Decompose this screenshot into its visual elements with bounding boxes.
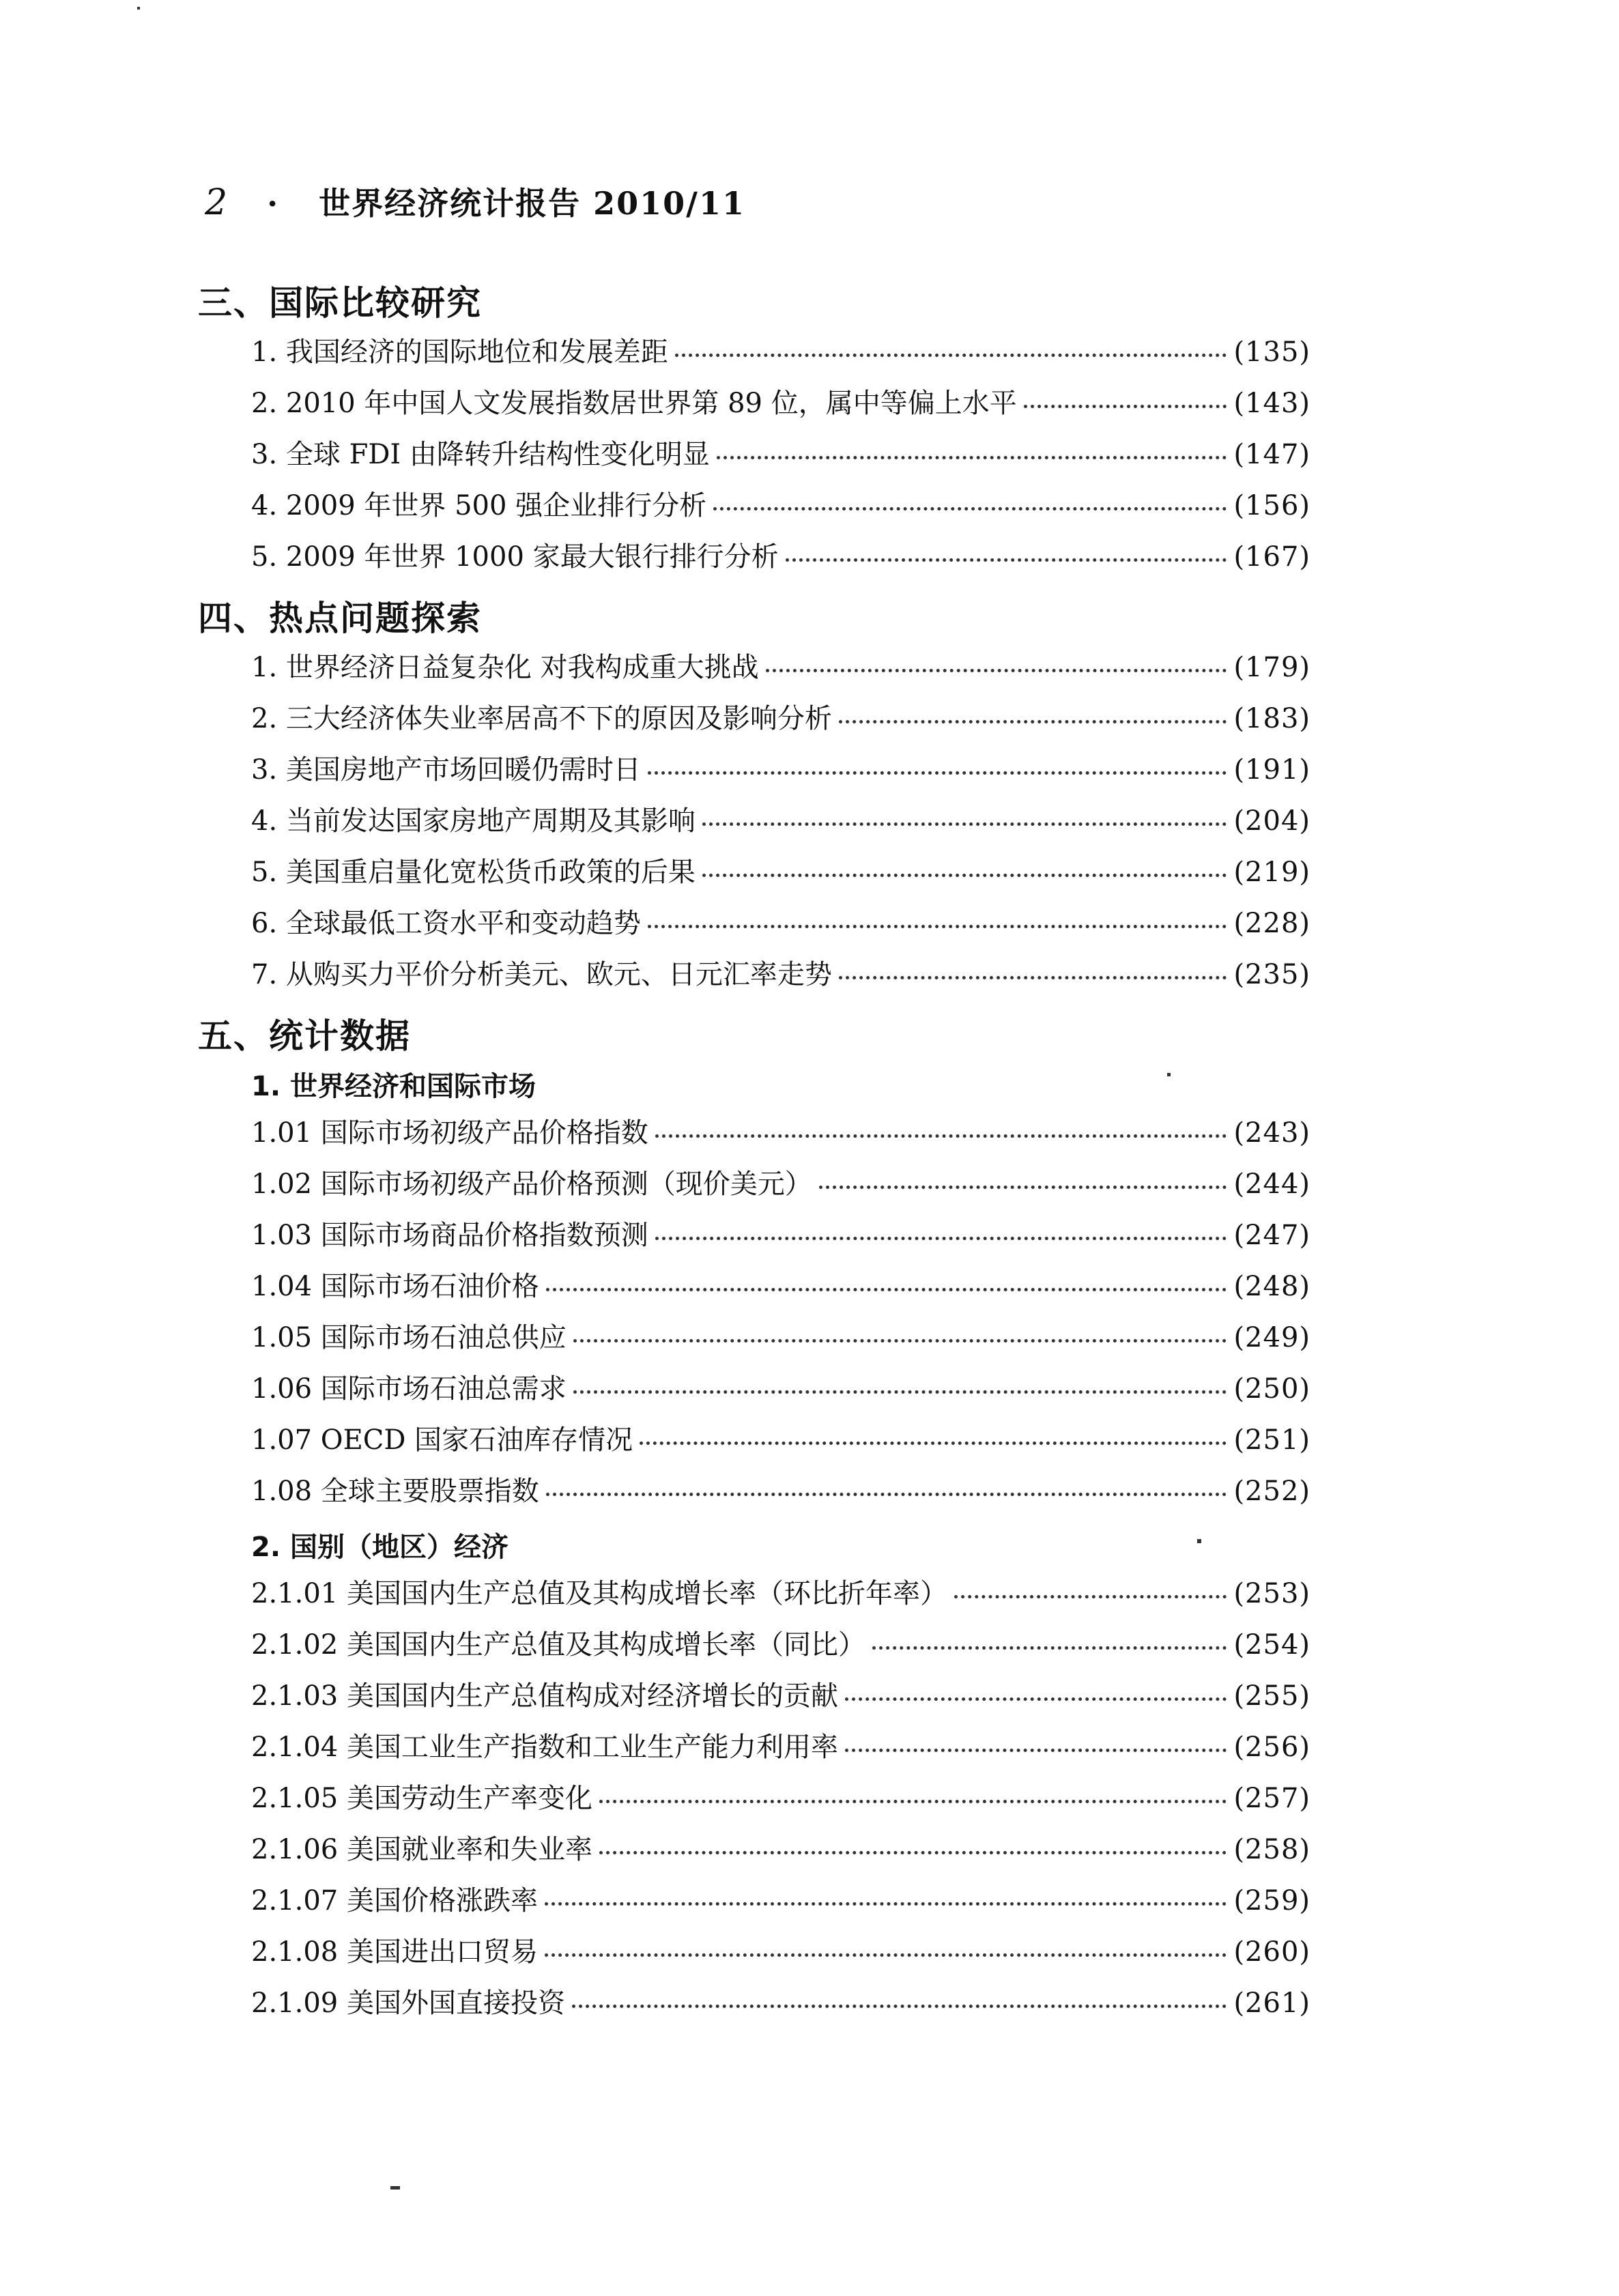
section-heading: 三、国际比较研究: [198, 283, 482, 323]
toc-entry[interactable]: [251, 538, 1310, 576]
dot-leader: [954, 1595, 1227, 1598]
dot-leader: [819, 1186, 1227, 1189]
dot-leader: [717, 456, 1227, 459]
toc-entry[interactable]: [251, 1472, 1310, 1510]
toc-entry[interactable]: [251, 700, 1310, 738]
toc-entry[interactable]: [251, 904, 1310, 943]
toc-entry[interactable]: [251, 1370, 1310, 1408]
toc-entry-title: 5. 2009 年世界 1000 家最大银行排行分析: [251, 541, 779, 573]
scan-speck: [1167, 1073, 1171, 1076]
toc-entry[interactable]: [251, 333, 1310, 371]
toc-entry-page: (156): [1233, 490, 1310, 521]
toc-entry-title: 2.1.05 美国劳动生产率变化: [251, 1783, 592, 1814]
dot-leader: [545, 1902, 1227, 1906]
dot-leader: [766, 669, 1227, 672]
dot-leader: [786, 558, 1227, 562]
toc-entry-title: 3. 美国房地产市场回暖仍需时日: [251, 754, 641, 786]
toc-entry-title: 4. 2009 年世界 500 强企业排行分析: [251, 490, 707, 521]
toc-entry-page: (247): [1233, 1220, 1310, 1251]
scan-speck: [390, 2186, 400, 2190]
dot-leader: [702, 822, 1227, 826]
toc-entry-title: 2. 三大经济体失业率居高不下的原因及影响分析: [251, 703, 832, 734]
toc-entry-title: 1.03 国际市场商品价格指数预测: [251, 1220, 648, 1251]
toc-entry[interactable]: [251, 853, 1310, 891]
dot-leader: [640, 1441, 1227, 1445]
subsection-heading: 1. 世界经济和国际市场: [251, 1071, 536, 1102]
toc-entry-title: 4. 当前发达国家房地产周期及其影响: [251, 805, 696, 837]
toc-entry-title: 2.1.09 美国外国直接投资: [251, 1988, 565, 2019]
toc-entry-title: 1.06 国际市场石油总需求: [251, 1373, 567, 1405]
toc-entry-title: 2.1.07 美国价格涨跌率: [251, 1885, 538, 1917]
toc-entry-page: (257): [1233, 1783, 1310, 1814]
toc-entry-page: (251): [1233, 1424, 1310, 1456]
toc-entry-title: 1.05 国际市场石油总供应: [251, 1322, 567, 1353]
dot-leader: [573, 1339, 1227, 1343]
toc-entry[interactable]: [251, 1626, 1310, 1664]
dot-leader: [702, 874, 1227, 877]
dot-leader: [648, 925, 1227, 928]
scan-speck: [1197, 1539, 1201, 1543]
toc-entry[interactable]: [251, 1779, 1310, 1818]
toc-entry-page: (243): [1233, 1117, 1310, 1149]
dot-leader: [845, 1749, 1227, 1752]
toc-entry-page: (143): [1233, 388, 1310, 419]
dot-leader: [572, 2005, 1227, 2008]
toc-entry-page: (250): [1233, 1373, 1310, 1405]
dot-leader: [839, 976, 1227, 979]
dot-leader: [546, 1493, 1227, 1496]
toc-entry-page: (179): [1233, 652, 1310, 683]
toc-entry[interactable]: [251, 1319, 1310, 1357]
toc-entry-page: (235): [1233, 959, 1310, 990]
dot-leader: [599, 1851, 1227, 1854]
toc-entry-title: 2.1.04 美国工业生产指数和工业生产能力利用率: [251, 1732, 838, 1763]
toc-entry-page: (244): [1233, 1168, 1310, 1200]
toc-entry[interactable]: [251, 1933, 1310, 1971]
toc-entry[interactable]: [251, 1216, 1310, 1254]
toc-entry-title: 3. 全球 FDI 由降转升结构性变化明显: [251, 439, 710, 470]
toc-entry-title: 1.08 全球主要股票指数: [251, 1476, 539, 1507]
toc-entry-page: (254): [1233, 1629, 1310, 1661]
toc-entry[interactable]: [251, 1728, 1310, 1766]
toc-entry[interactable]: [251, 1677, 1310, 1715]
toc-entry-title: 1.04 国际市场石油价格: [251, 1271, 539, 1302]
toc-entry[interactable]: [251, 1421, 1310, 1459]
dot-leader: [675, 354, 1227, 357]
toc-entry[interactable]: [251, 751, 1310, 789]
toc-entry[interactable]: [251, 1575, 1310, 1613]
toc-entry-page: (249): [1233, 1322, 1310, 1353]
dot-leader: [1024, 405, 1227, 408]
toc-entry[interactable]: [251, 1114, 1310, 1152]
toc-entry[interactable]: [251, 1882, 1310, 1920]
toc-entry-page: (256): [1233, 1732, 1310, 1763]
toc-entry-page: (260): [1233, 1936, 1310, 1968]
scan-speck: [137, 7, 140, 10]
section-heading: 五、统计数据: [198, 1016, 411, 1056]
toc-entry-title: 6. 全球最低工资水平和变动趋势: [251, 908, 641, 939]
toc-entry[interactable]: [251, 384, 1310, 422]
toc-entry-title: 2.1.02 美国国内生产总值及其构成增长率（同比）: [251, 1629, 865, 1661]
dot-leader: [872, 1646, 1227, 1650]
toc-entry-page: (191): [1233, 754, 1310, 786]
toc-entry[interactable]: [251, 1984, 1310, 2022]
toc-entry-page: (248): [1233, 1271, 1310, 1302]
toc-entry-page: (147): [1233, 439, 1310, 470]
dot-leader: [655, 1237, 1227, 1240]
toc-entry[interactable]: [251, 956, 1310, 994]
toc-entry[interactable]: [251, 1831, 1310, 1869]
toc-entry[interactable]: [251, 487, 1310, 525]
dot-leader: [573, 1390, 1227, 1394]
toc-entry-page: (135): [1233, 336, 1310, 368]
dot-leader: [845, 1697, 1227, 1701]
toc-entry[interactable]: [251, 648, 1310, 687]
toc-entry-title: 1.01 国际市场初级产品价格指数: [251, 1117, 648, 1149]
toc-entry-page: (204): [1233, 805, 1310, 837]
book-title: 世界经济统计报告 2010/11: [319, 185, 745, 222]
toc-entry-page: (253): [1233, 1578, 1310, 1609]
toc-entry-page: (259): [1233, 1885, 1310, 1917]
dot-leader: [599, 1800, 1227, 1803]
toc-entry[interactable]: [251, 1267, 1310, 1306]
toc-entry[interactable]: [251, 435, 1310, 474]
toc-entry-title: 1.02 国际市场初级产品价格预测（现价美元）: [251, 1168, 812, 1200]
dot-leader: [655, 1134, 1227, 1138]
toc-entry-title: 2.1.01 美国国内生产总值及其构成增长率（环比折年率）: [251, 1578, 947, 1609]
toc-entry-title: 2. 2010 年中国人文发展指数居世界第 89 位，属中等偏上水平: [251, 388, 1017, 419]
toc-entry-title: 2.1.06 美国就业率和失业率: [251, 1834, 592, 1865]
toc-entry[interactable]: [251, 1165, 1310, 1203]
dot-leader: [545, 1953, 1227, 1957]
toc-entry-page: (183): [1233, 703, 1310, 734]
toc-entry-title: 1. 我国经济的国际地位和发展差距: [251, 336, 668, 368]
toc-entry-page: (255): [1233, 1680, 1310, 1712]
dot-leader: [648, 771, 1227, 775]
dot-leader: [713, 507, 1227, 511]
dot-leader: [839, 720, 1227, 723]
toc-entry[interactable]: [251, 802, 1310, 840]
page-number: 2: [205, 182, 228, 223]
toc-entry-title: 2.1.08 美国进出口贸易: [251, 1936, 538, 1968]
toc-entry-title: 5. 美国重启量化宽松货币政策的后果: [251, 857, 696, 888]
running-header: [205, 179, 745, 224]
toc-entry-page: (258): [1233, 1834, 1310, 1865]
toc-entry-title: 2.1.03 美国国内生产总值构成对经济增长的贡献: [251, 1680, 838, 1712]
toc-entry-page: (261): [1233, 1988, 1310, 2019]
toc-entry-title: 1. 世界经济日益复杂化 对我构成重大挑战: [251, 652, 759, 683]
toc-entry-title: 7. 从购买力平价分析美元、欧元、日元汇率走势: [251, 959, 832, 990]
toc-entry-page: (252): [1233, 1476, 1310, 1507]
toc-entry-page: (219): [1233, 857, 1310, 888]
subsection-heading: 2. 国别（地区）经济: [251, 1532, 508, 1563]
toc-entry-page: (228): [1233, 908, 1310, 939]
toc-entry-title: 1.07 OECD 国家石油库存情况: [251, 1424, 633, 1456]
dot-leader: [546, 1288, 1227, 1291]
header-separator: ·: [267, 185, 278, 222]
toc-entry-page: (167): [1233, 541, 1310, 573]
section-heading: 四、热点问题探索: [198, 599, 482, 638]
